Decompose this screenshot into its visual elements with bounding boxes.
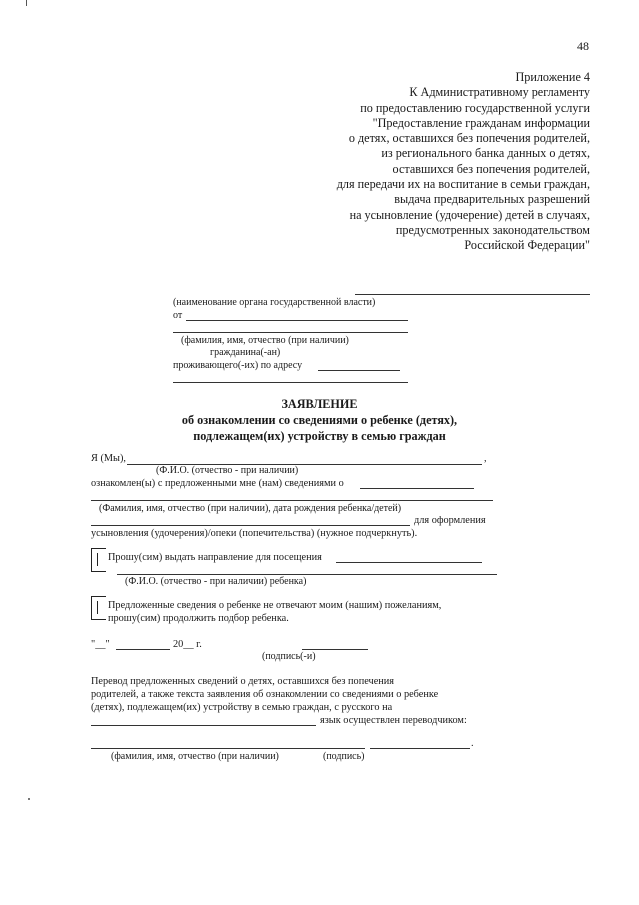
translator-sign-field[interactable] bbox=[370, 748, 470, 749]
signature-field[interactable] bbox=[302, 649, 368, 650]
appendix-line: оставшихся без попечения родителей, bbox=[392, 161, 590, 176]
appendix-line: К Административному регламенту bbox=[409, 85, 590, 100]
appendix-line: о детях, оставшихся без попечения родителей, bbox=[348, 131, 590, 146]
we-comma: , bbox=[484, 453, 487, 464]
authority-caption: (наименование органа государственной власти) bbox=[173, 297, 376, 308]
translator-fio-caption: (фамилия, имя, отчество (при наличии) bbox=[111, 751, 279, 762]
date-month-field[interactable] bbox=[116, 649, 170, 650]
title-line: об ознакомлении со сведениями о ребенке (детях), bbox=[181, 413, 458, 427]
adoption-type-text: усыновления (удочерения)/опеки (попечительства) (нужное подчеркнуть). bbox=[91, 528, 418, 539]
address-field[interactable] bbox=[318, 370, 400, 371]
we-label: Я (Мы), bbox=[91, 453, 126, 464]
appendix-line: Российской Федерации" bbox=[464, 238, 590, 253]
title-line: подлежащем(их) устройству в семью граждан bbox=[193, 429, 446, 443]
translation-line-1: Перевод предложенных сведений о детях, оставшихся без попечения bbox=[91, 676, 395, 687]
child-info-field[interactable] bbox=[360, 488, 474, 489]
scan-dot bbox=[28, 798, 30, 800]
language-field[interactable] bbox=[91, 725, 316, 726]
appendix-line: предусмотренных законодательством bbox=[395, 222, 590, 237]
child-fio-field[interactable] bbox=[117, 574, 497, 575]
appendix-line: "Предоставление гражданам информации bbox=[372, 115, 590, 130]
visit-request-text: Прошу(сим) выдать направление для посещения bbox=[108, 552, 322, 563]
acquainted-label: ознакомлен(ы) с предложенными мне (нам) сведениями о bbox=[91, 478, 344, 489]
residing-label: проживающего(-их) по адресу bbox=[173, 360, 303, 371]
translation-line-2: родителей, а также текста заявления об ознакомлении со сведениями о ребенке bbox=[91, 689, 439, 700]
applicant-fio-caption: (Ф.И.О. (отчество - при наличии) bbox=[156, 465, 299, 476]
appendix-line: из регионального банка данных о детях, bbox=[381, 146, 590, 161]
header-fio-caption: (фамилия, имя, отчество (при наличии) bbox=[181, 335, 349, 346]
appendix-line: выдача предварительных разрешений bbox=[394, 192, 590, 207]
date-day: "__" bbox=[91, 639, 110, 650]
not-match-checkbox[interactable] bbox=[91, 596, 106, 620]
title-line: ЗАЯВЛЕНИЕ bbox=[281, 397, 358, 411]
visit-request-checkbox[interactable] bbox=[91, 548, 106, 572]
child-fio-caption: (Ф.И.О. (отчество - при наличии) ребенка) bbox=[125, 576, 307, 587]
document-title bbox=[0, 396, 639, 444]
child-info-field-3[interactable] bbox=[91, 525, 410, 526]
for-registration-text: для оформления bbox=[414, 515, 486, 526]
appendix-line: для передачи их на воспитание в семьи граждан, bbox=[336, 177, 590, 192]
from-field[interactable] bbox=[186, 320, 408, 321]
page-corner-mark bbox=[26, 0, 27, 6]
translation-line-3: (детях), подлежащем(их) устройству в семью граждан, с русского на bbox=[91, 702, 393, 713]
translator-period: . bbox=[471, 738, 474, 749]
authority-name-field[interactable] bbox=[355, 294, 590, 295]
appendix-block bbox=[337, 70, 590, 254]
checkbox-bar-icon bbox=[97, 601, 98, 614]
checkbox-bar-icon bbox=[97, 553, 98, 566]
translator-name-field[interactable] bbox=[91, 748, 365, 749]
visit-field[interactable] bbox=[336, 562, 482, 563]
page-number: 48 bbox=[577, 39, 589, 53]
not-match-text-2: прошу(сим) продолжить подбор ребенка. bbox=[108, 613, 289, 624]
from-field-2[interactable] bbox=[173, 332, 408, 333]
child-caption: (Фамилия, имя, отчество (при наличии), дата рождения ребенка/детей) bbox=[99, 503, 402, 514]
signature-caption: (подпись(-и) bbox=[262, 651, 316, 662]
citizen-caption: гражданина(-ан) bbox=[210, 347, 281, 358]
not-match-text-1: Предложенные сведения о ребенке не отвечают моим (нашим) пожеланиям, bbox=[108, 600, 442, 611]
address-field-2[interactable] bbox=[173, 382, 408, 383]
date-year: 20__ г. bbox=[173, 639, 202, 650]
from-label: от bbox=[173, 310, 183, 321]
appendix-line: по предоставлению государственной услуги bbox=[360, 100, 590, 115]
translation-line-4: язык осуществлен переводчиком: bbox=[320, 715, 467, 726]
child-info-field-2[interactable] bbox=[91, 500, 493, 501]
appendix-line: Приложение 4 bbox=[515, 70, 590, 84]
translator-sign-caption: (подпись) bbox=[323, 751, 365, 762]
appendix-line: на усыновление (удочерение) детей в случаях, bbox=[349, 207, 590, 222]
